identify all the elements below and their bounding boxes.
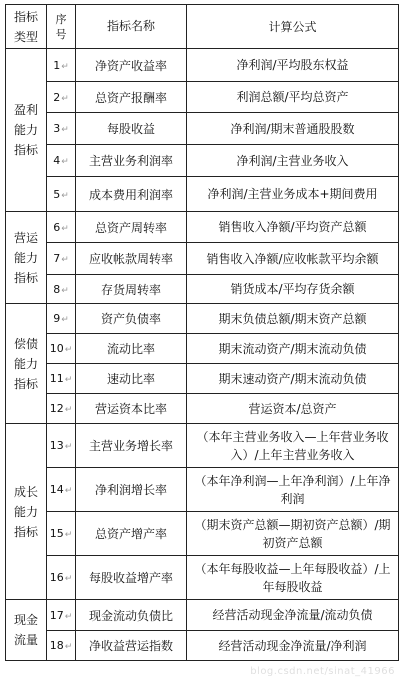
- row-number-cell: [47, 424, 76, 468]
- row-number-cell: [47, 512, 76, 556]
- table-row: [6, 468, 399, 512]
- formula-text: （本年每股收益—上年每股收益）/上年每股收益: [194, 561, 391, 594]
- paragraph-mark-icon: ↵: [61, 190, 69, 201]
- paragraph-mark-icon: ↵: [61, 61, 69, 72]
- formula-cell: [187, 424, 399, 468]
- table-row: [6, 49, 399, 82]
- indicator-type-cell: [6, 600, 47, 661]
- indicator-name-cell: [76, 334, 187, 364]
- indicator-name: 每股收益: [106, 122, 155, 136]
- row-number: 13: [49, 439, 64, 452]
- table-body: [6, 49, 399, 661]
- row-number: 7: [53, 252, 61, 265]
- table-row: [6, 512, 399, 556]
- indicator-name-cell: [76, 212, 187, 243]
- indicator-name-cell: [76, 394, 187, 424]
- paragraph-mark-icon: ↵: [64, 486, 73, 496]
- formula-cell: [187, 243, 399, 275]
- indicator-name: 存货周转率: [100, 282, 161, 297]
- row-number: 17: [49, 608, 64, 622]
- formula-text: 销售收入净额/应收帐款平均余额: [206, 251, 379, 266]
- financial-indicators-table: [5, 4, 399, 661]
- row-number: 14: [49, 483, 64, 496]
- row-number-cell: [47, 177, 76, 212]
- paragraph-mark-icon: ↵: [61, 125, 69, 135]
- formula-cell: [187, 212, 399, 243]
- formula-text: 期末负债总额/期末资产总额: [218, 311, 367, 326]
- row-number-cell: [47, 49, 76, 82]
- row-number: 9: [53, 312, 61, 325]
- row-number-cell: [47, 468, 76, 512]
- table-row: [6, 113, 399, 145]
- row-number: 4: [53, 154, 61, 167]
- formula-text: 经营活动现金净流量/流动负债: [212, 608, 373, 622]
- table-row: [6, 334, 399, 364]
- header-num-cell: [47, 5, 76, 49]
- table-row: [6, 364, 399, 394]
- indicator-name-cell: [76, 177, 187, 212]
- indicator-name: 总资产周转率: [94, 220, 167, 235]
- formula-text: （本年净利润—上年净利润）/上年净利润: [194, 473, 391, 506]
- table-row: [6, 304, 399, 334]
- row-number: 10: [49, 342, 64, 355]
- indicator-name-cell: [76, 512, 187, 556]
- row-number: 16: [49, 571, 64, 584]
- row-number: 8: [53, 282, 61, 296]
- formula-cell: [187, 49, 399, 82]
- formula-cell: [187, 177, 399, 212]
- formula-text: 期末流动资产/期末流动负债: [218, 341, 367, 356]
- paragraph-mark-icon: ↵: [64, 530, 73, 540]
- formula-text: 期末速动资产/期末流动负债: [218, 371, 367, 386]
- formula-cell: [187, 512, 399, 556]
- formula-cell: [187, 364, 399, 394]
- paragraph-mark-icon: ↵: [64, 405, 73, 415]
- indicator-type: 现金流量: [14, 613, 39, 647]
- table-row: [6, 145, 399, 177]
- formula-text: 经营活动现金净流量/净利润: [218, 638, 367, 653]
- row-number-cell: [47, 145, 76, 177]
- table-row: [6, 177, 399, 212]
- row-number-cell: [47, 556, 76, 600]
- indicator-name: 总资产增产率: [94, 527, 167, 541]
- indicator-name: 净收益营运指数: [88, 639, 173, 653]
- table-row: [6, 212, 399, 243]
- formula-text: 净利润/主营业务成本+期间费用: [207, 187, 378, 201]
- row-number: 11: [49, 372, 64, 385]
- paragraph-mark-icon: ↵: [61, 285, 69, 296]
- indicator-name: 现金流动负债比: [88, 608, 173, 623]
- paragraph-mark-icon: ↵: [64, 345, 73, 355]
- indicator-name-cell: [76, 113, 187, 145]
- formula-cell: [187, 556, 399, 600]
- row-number-cell: [47, 304, 76, 334]
- indicator-type: 盈利能力指标: [14, 103, 39, 157]
- formula-text: 利润总额/平均总资产: [236, 90, 349, 104]
- formula-cell: [187, 145, 399, 177]
- table-row: [6, 275, 399, 304]
- row-number-cell: [47, 212, 76, 243]
- formula-cell: [187, 82, 399, 113]
- row-number-cell: [47, 394, 76, 424]
- formula-cell: [187, 600, 399, 631]
- header-name: 指标名称: [76, 5, 187, 49]
- indicator-name-cell: [76, 82, 187, 113]
- indicator-name-cell: [76, 304, 187, 334]
- indicator-name-cell: [76, 145, 187, 177]
- formula-text: （期末资产总额—期初资产总额）/期初资产总额: [194, 517, 391, 550]
- header-formula: 计算公式: [187, 5, 399, 49]
- paragraph-mark-icon: ↵: [61, 93, 69, 104]
- paragraph-mark-icon: ↵: [61, 157, 69, 167]
- indicator-name-cell: [76, 424, 187, 468]
- indicator-type-cell: [6, 304, 47, 424]
- formula-text: （本年主营业务收入—上年营业务收入）/上年主营业务收入: [196, 429, 389, 462]
- row-number: 5: [53, 187, 61, 201]
- indicator-type: 成长能力指标: [14, 484, 39, 539]
- formula-cell: [187, 631, 399, 661]
- indicator-name: 每股收益增产率: [88, 571, 173, 585]
- row-number: 1: [53, 58, 61, 72]
- paragraph-mark-icon: ↵: [64, 611, 73, 622]
- paragraph-mark-icon: ↵: [64, 642, 73, 652]
- table-row: [6, 424, 399, 468]
- indicator-name-cell: [76, 468, 187, 512]
- table-row: [6, 556, 399, 600]
- indicator-type: 营运能力指标: [14, 230, 39, 285]
- formula-text: 净利润/平均股东权益: [236, 58, 349, 72]
- paragraph-mark-icon: ↵: [61, 223, 69, 234]
- indicator-name: 成本费用利润率: [88, 187, 173, 202]
- table-row: [6, 394, 399, 424]
- indicator-name-cell: [76, 275, 187, 304]
- formula-text: 营运资本/总资产: [248, 401, 337, 416]
- table-row: [6, 243, 399, 275]
- row-number-cell: [47, 631, 76, 661]
- header-type: 指标类型: [14, 9, 39, 44]
- table-row: [6, 82, 399, 113]
- row-number-cell: [47, 364, 76, 394]
- formula-cell: [187, 113, 399, 145]
- indicator-name-cell: [76, 243, 187, 275]
- row-number: 6: [53, 220, 61, 234]
- row-number-cell: [47, 82, 76, 113]
- header-type-cell: [6, 5, 47, 49]
- indicator-name-cell: [76, 364, 187, 394]
- formula-cell: [187, 334, 399, 364]
- paragraph-mark-icon: ↵: [61, 255, 69, 265]
- indicator-name: 总资产报酬率: [94, 90, 167, 105]
- formula-cell: [187, 275, 399, 304]
- formula-text: 销货成本/平均存货余额: [230, 282, 355, 296]
- paragraph-mark-icon: ↵: [64, 442, 73, 452]
- indicator-name-cell: [76, 556, 187, 600]
- formula-text: 净利润/期末普通股股数: [230, 121, 355, 136]
- header-num: 序号: [55, 12, 67, 41]
- indicator-name: 净利润增长率: [94, 483, 167, 497]
- indicator-name-cell: [76, 600, 187, 631]
- indicator-name: 净资产收益率: [94, 58, 167, 73]
- indicator-name: 营运资本比率: [94, 402, 167, 416]
- indicator-name: 应收帐款周转率: [88, 252, 173, 266]
- row-number: 18: [49, 639, 64, 652]
- table-row: [6, 600, 399, 631]
- indicator-name-cell: [76, 49, 187, 82]
- indicator-name: 主营业务利润率: [88, 154, 173, 168]
- formula-cell: [187, 394, 399, 424]
- row-number-cell: [47, 334, 76, 364]
- watermark: blog.csdn.net/sinat_41966: [250, 666, 395, 677]
- indicator-name: 速动比率: [106, 372, 155, 386]
- paragraph-mark-icon: ↵: [61, 315, 69, 325]
- indicator-type-cell: [6, 424, 47, 600]
- table-header-row: [6, 5, 399, 49]
- indicator-type-cell: [6, 212, 47, 304]
- table-row: [6, 631, 399, 661]
- formula-cell: [187, 468, 399, 512]
- indicator-type-cell: [6, 49, 47, 212]
- row-number-cell: [47, 600, 76, 631]
- paragraph-mark-icon: ↵: [64, 574, 73, 584]
- row-number: 12: [49, 402, 64, 415]
- row-number: 2: [53, 90, 61, 104]
- paragraph-mark-icon: ↵: [64, 375, 73, 385]
- indicator-name: 流动比率: [106, 342, 155, 356]
- indicator-type: 偿债能力指标: [14, 336, 39, 391]
- formula-cell: [187, 304, 399, 334]
- row-number-cell: [47, 113, 76, 145]
- row-number-cell: [47, 243, 76, 275]
- row-number: 3: [53, 122, 61, 135]
- indicator-name: 资产负债率: [100, 312, 161, 326]
- row-number-cell: [47, 275, 76, 304]
- indicator-name: 主营业务增长率: [88, 439, 173, 453]
- formula-text: 销售收入净额/平均资产总额: [218, 220, 367, 234]
- indicator-name-cell: [76, 631, 187, 661]
- formula-text: 净利润/主营业务收入: [236, 153, 349, 168]
- row-number: 15: [49, 527, 64, 540]
